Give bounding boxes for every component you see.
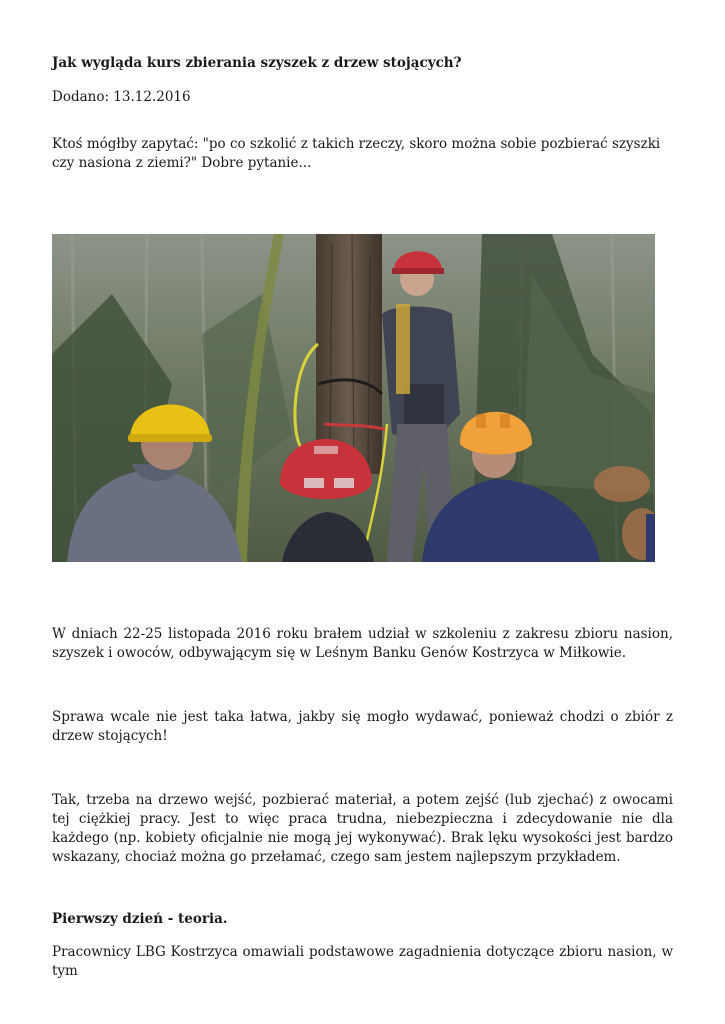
intro-paragraph: Ktoś mógłby zapytać: "po co szkolić z takich rzeczy, skoro można sobie pozbierać szyszki czy nasiona z ziemi?" Dobre pytanie... bbox=[52, 136, 661, 171]
document-page bbox=[52, 0, 673, 1024]
article-photo bbox=[52, 234, 655, 562]
forest-climbing-illustration bbox=[52, 234, 655, 562]
paragraph-course-dates: W dniach 22-25 listopada 2016 roku brałem udział w szkoleniu z zakresu zbioru nasion, szyszek i owoców, odbywającym się w Leśnym Banku Genów Kostrzyca w Miłkowie. bbox=[52, 626, 673, 661]
paragraph-first-day: Pracownicy LBG Kostrzyca omawiali podstawowe zagadnienia dotyczące zbioru nasion, w tym bbox=[52, 944, 673, 979]
section-heading-first-day: Pierwszy dzień - teoria. bbox=[52, 911, 228, 927]
article-title: Jak wygląda kurs zbierania szyszek z drzew stojących? bbox=[52, 55, 462, 71]
paragraph-climbing-work: Tak, trzeba na drzewo wejść, pozbierać materiał, a potem zejść (lub zjechać) z owocami tej ciężkiej pracy. Jest to więc praca trudna, niebezpieczna i zdecydowanie nie dla każdego (np. kobiety oficjalnie nie mogą jej wykonywać). Brak lęku wysokości jest bardzo wskazany, chociaż można go przełamać, czego sam jestem najlepszym przykładem. bbox=[52, 792, 673, 865]
paragraph-difficulty: Sprawa wcale nie jest taka łatwa, jakby się mogło wydawać, ponieważ chodzi o zbiór z drzew stojących! bbox=[52, 709, 673, 744]
article-date: Dodano: 13.12.2016 bbox=[52, 89, 191, 105]
